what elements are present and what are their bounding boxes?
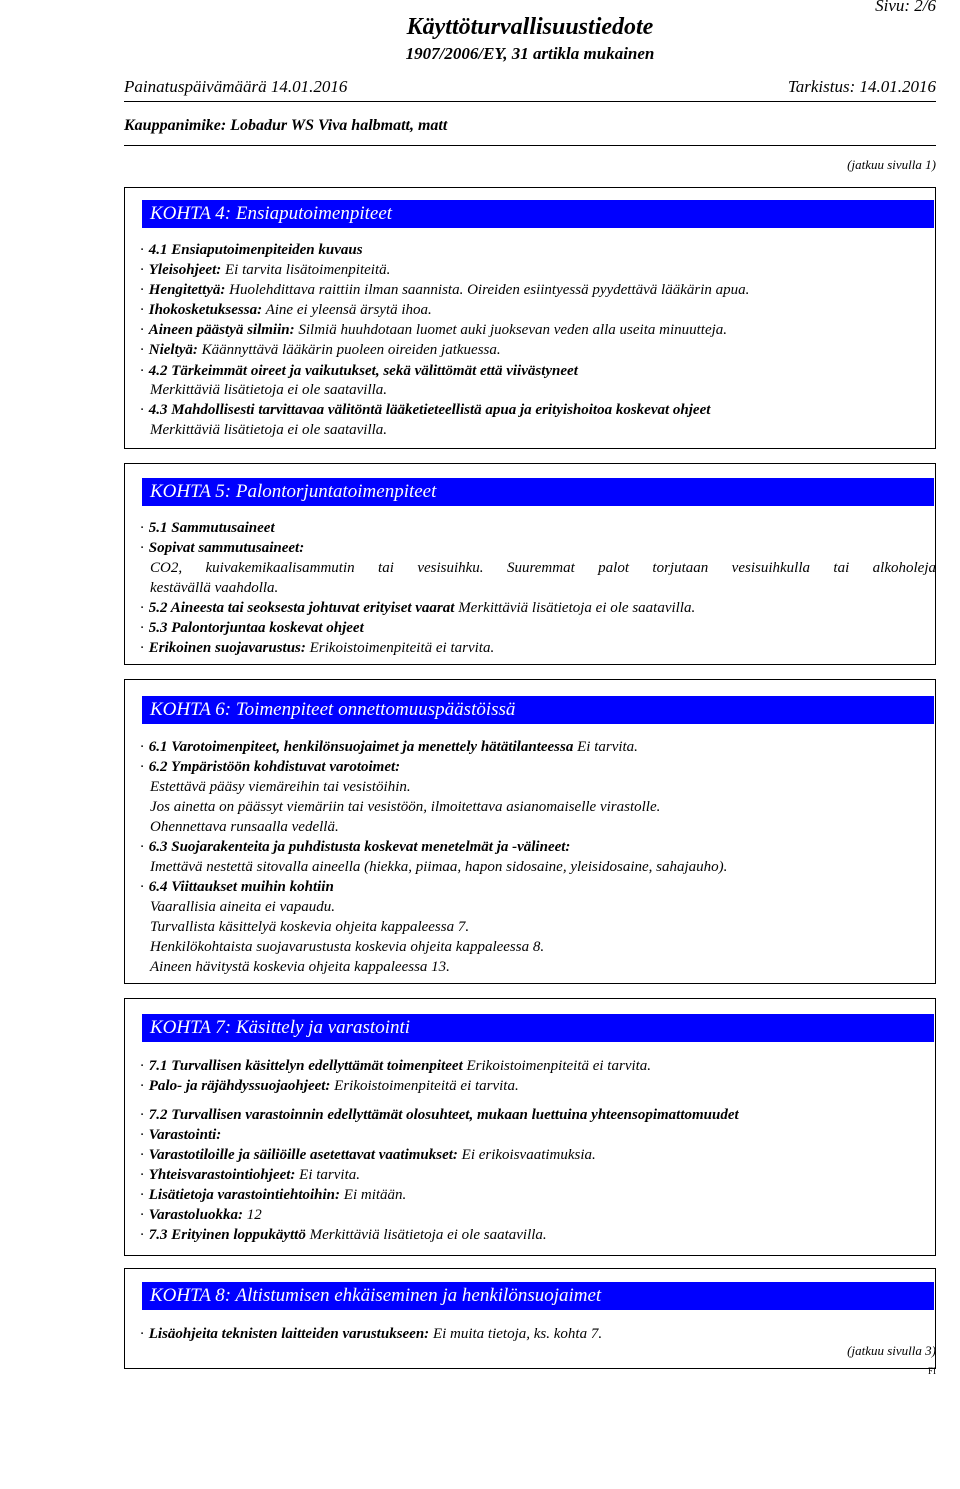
bullet-icon: · [140,620,144,636]
bullet-icon: · [140,1127,144,1143]
field-value: Erikoistoimenpiteitä ei tarvita. [305,640,495,656]
s6-line-11: Henkilökohtaista suojavarustusta koskevia ohjeita kappaleessa 8. [150,939,545,955]
s5-line-7 [140,639,494,657]
section-6-heading: KOHTA 6: Toimenpiteet onnettomuuspäästöissä [142,696,934,724]
bullet-icon: · [140,262,144,278]
s6-line-5: Ohennettava runsaalla vedellä. [150,819,339,835]
bullet-icon: · [140,1107,144,1123]
section-8-heading: KOHTA 8: Altistumisen ehkäiseminen ja henkilönsuojaimet [142,1282,934,1310]
s6-line-8 [140,878,334,896]
section-7-heading: KOHTA 7: Käsittely ja varastointi [142,1014,934,1042]
s6-line-7: Imettävä nestettä sitovalla aineella (hiekka, piimaa, hapon sidosaine, yleisidosaine, sahajauho). [150,859,728,875]
s7-line-6 [140,1166,360,1184]
field-value: Huolehdittava raittiin ilman saannista. Oireiden esiintyessä pyydettävä lääkärin apua. [225,282,750,298]
document-title: Käyttöturvallisuustiedote [406,14,654,40]
s4-line-1 [140,241,363,259]
bullet-icon: · [140,879,144,895]
field-label: Varastoluokka: [148,1207,243,1223]
field-value: Ei tarvita. [295,1167,360,1183]
field-label: 7.2 Turvallisen varastoinnin edellyttämät olosuhteet, mukaan luettuina yhteensopimattomuudet [148,1107,739,1123]
bullet-icon: · [140,739,144,755]
s4-line-5 [140,321,727,339]
bullet-icon: · [140,839,144,855]
field-label: Varastointi: [148,1127,222,1143]
field-label: 7.3 Erityinen loppukäyttö [148,1227,306,1243]
field-value: Silmiä huuhdotaan luomet auki juoksevan veden alla useita minuutteja. [294,322,728,338]
field-label: Lisätietoja varastointiehtoihin: [148,1187,341,1203]
language-code: FI [927,1366,936,1376]
s4-line-9 [140,401,710,419]
bullet-icon: · [140,540,144,556]
s4-line-4 [140,301,432,319]
field-value: Ei muita tietoja, ks. kohta 7. [429,1326,603,1342]
s7-line-8 [140,1206,262,1224]
field-label: Varastotiloille ja säiliöille asetettavat vaatimukset: [148,1147,458,1163]
s7-line-5 [140,1146,596,1164]
continued-to: (jatkuu sivulla 3) [847,1343,936,1358]
bullet-icon: · [140,282,144,298]
page-number: Sivu: 2/6 [875,0,936,15]
field-value: Ei tarvita lisätoimenpiteitä. [221,262,391,278]
field-label: Nieltyä: [148,342,198,358]
bullet-icon: · [140,242,144,258]
section-4-heading: KOHTA 4: Ensiaputoimenpiteet [142,200,934,228]
bullet-icon: · [140,1207,144,1223]
s6-line-4: Jos ainetta on päässyt viemäriin tai vesistöön, ilmoitettava asianomaiselle virastolle. [150,799,661,815]
field-label: Sopivat sammutusaineet: [148,540,305,556]
field-value: 12 [242,1207,262,1223]
field-value: Ei erikoisvaatimuksia. [457,1147,596,1163]
bullet-icon: · [140,1167,144,1183]
field-label: Ihokosketuksessa: [148,302,263,318]
field-label: Aineen päästyä silmiin: [148,322,295,338]
s6-line-3: Estettävä pääsy viemäreihin tai vesistöihin. [150,779,411,795]
s4-line-8: Merkittäviä lisätietoja ei ole saatavilla. [150,382,388,398]
trade-name: Kauppanimike: Lobadur WS Viva halbmatt, matt [124,117,448,134]
field-label: 6.1 Varotoimenpiteet, henkilönsuojaimet ja menettely hätätilanteessa [148,739,574,755]
s7-line-4 [140,1126,221,1144]
s6-line-6 [140,838,570,856]
bullet-icon: · [140,322,144,338]
bullet-icon: · [140,520,144,536]
bullet-icon: · [140,342,144,358]
field-value: Ei tarvita. [573,739,638,755]
section-5-heading: KOHTA 5: Palontorjuntatoimenpiteet [142,478,934,506]
bullet-icon: · [140,402,144,418]
bullet-icon: · [140,1147,144,1163]
s6-line-9: Vaarallisia aineita ei vapaudu. [150,899,335,915]
s7-line-1 [140,1057,651,1075]
field-label: Yhteisvarastointiohjeet: [148,1167,296,1183]
s6-line-2 [140,758,400,776]
s8-line-1 [140,1325,602,1343]
s5-line-1 [140,519,275,537]
field-label: 5.3 Palontorjuntaa koskevat ohjeet [148,620,364,636]
field-value: Aine ei yleensä ärsytä ihoa. [262,302,432,318]
field-label: 4.3 Mahdollisesti tarvittavaa välitöntä lääketieteellistä apua ja erityishoitoa koskevat ohjeet [148,402,711,418]
s4-line-6 [140,341,501,359]
print-date: Painatuspäivämäärä 14.01.2016 [124,77,348,96]
field-value: Käännyttävä lääkärin puoleen oireiden jatkuessa. [197,342,501,358]
field-label: 6.4 Viittaukset muihin kohtiin [148,879,334,895]
s4-line-2 [140,261,390,279]
s4-line-10: Merkittäviä lisätietoja ei ole saatavilla. [150,422,388,438]
continued-from: (jatkuu sivulla 1) [847,157,936,172]
s6-line-1 [140,738,638,756]
s7-line-3 [140,1106,739,1124]
field-label: Erikoinen suojavarustus: [148,640,306,656]
s5-line-5 [140,599,695,617]
s7-line-7 [140,1186,406,1204]
bullet-icon: · [140,1227,144,1243]
bullet-icon: · [140,600,144,616]
field-label: 6.2 Ympäristöön kohdistuvat varotoimet: [148,759,401,775]
field-label: 4.2 Tärkeimmät oireet ja vaikutukset, sekä välittömät että viivästyneet [148,363,578,379]
bullet-icon: · [140,1187,144,1203]
s7-line-2 [140,1077,519,1095]
s4-line-7 [140,362,578,380]
bullet-icon: · [140,759,144,775]
field-label: 7.1 Turvallisen käsittelyn edellyttämät toimenpiteet [148,1058,463,1074]
s5-line-2 [140,539,304,557]
bullet-icon: · [140,363,144,379]
s7-line-9 [140,1226,547,1244]
s5-line-4: kestävällä vaahdolla. [150,580,279,596]
field-label: Yleisohjeet: [148,262,222,278]
field-value: Merkittäviä lisätietoja ei ole saatavilla. [305,1227,547,1243]
revision-date: Tarkistus: 14.01.2016 [787,77,936,96]
field-value: Erikoistoimenpiteitä ei tarvita. [462,1058,652,1074]
field-label: 6.3 Suojarakenteita ja puhdistusta koskevat menetelmät ja -välineet: [148,839,571,855]
bullet-icon: · [140,302,144,318]
s6-line-12: Aineen hävitystä koskevia ohjeita kappaleessa 13. [150,959,450,975]
field-label: 4.1 Ensiaputoimenpiteiden kuvaus [148,242,363,258]
bullet-icon: · [140,640,144,656]
bullet-icon: · [140,1058,144,1074]
s6-line-10: Turvallista käsittelyä koskevia ohjeita kappaleessa 7. [150,919,470,935]
document-subtitle: 1907/2006/EY, 31 artikla mukainen [405,44,655,63]
field-label: Hengitettyä: [148,282,226,298]
field-label: 5.2 Aineesta tai seoksesta johtuvat erityiset vaarat [148,600,455,616]
footer-divider [124,1368,936,1369]
field-value: Erikoistoimenpiteitä ei tarvita. [330,1078,519,1094]
field-label: Palo- ja räjähdyssuojaohjeet: [148,1078,331,1094]
bullet-icon: · [140,1078,144,1094]
trade-name-divider [124,145,936,146]
field-label: Lisäohjeita teknisten laitteiden varustukseen: [148,1326,430,1342]
field-label: 5.1 Sammutusaineet [148,520,275,536]
s5-line-3: CO2, kuivakemikaalisammutin tai vesisuihku. Suuremmat palot torjutaan vesisuihkulla tai alkoholeja [150,560,936,576]
field-value: Ei mitään. [340,1187,407,1203]
header-divider [124,101,936,102]
bullet-icon: · [140,1326,144,1342]
field-value: Merkittäviä lisätietoja ei ole saatavilla. [454,600,696,616]
s4-line-3 [140,281,749,299]
s5-line-6 [140,619,364,637]
